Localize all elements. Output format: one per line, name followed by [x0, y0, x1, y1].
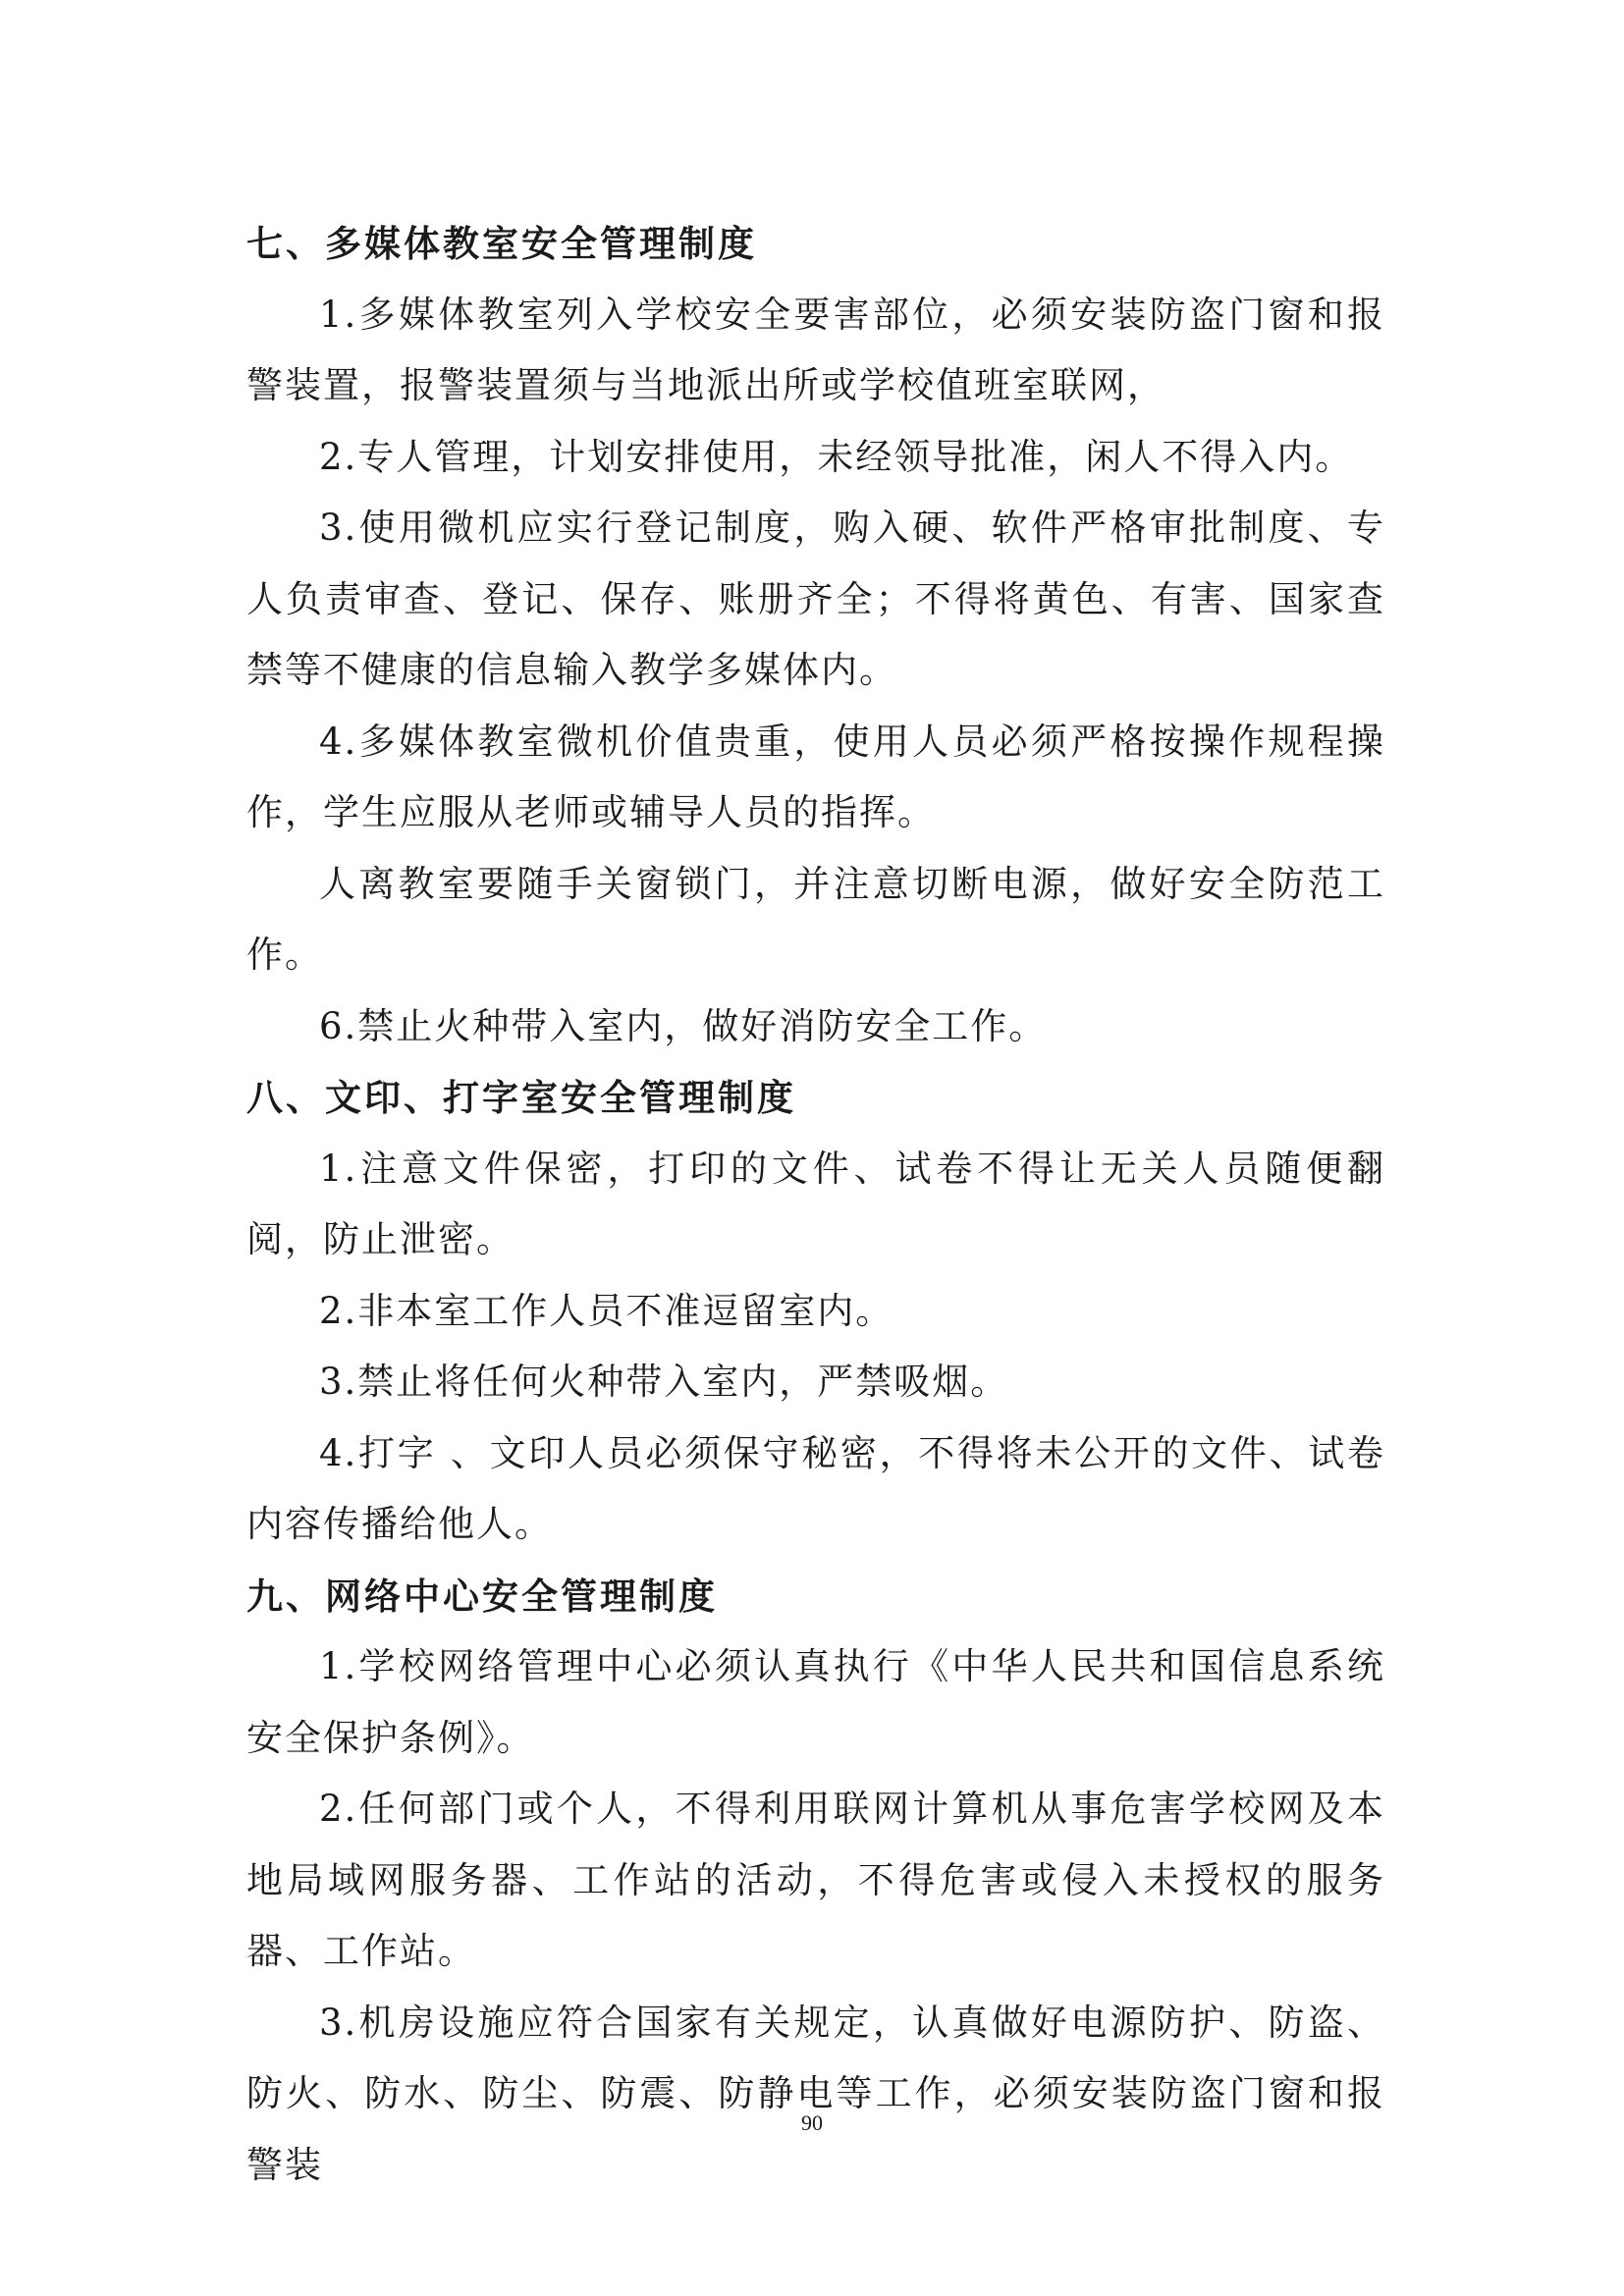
paragraph: 2.专人管理，计划安排使用，未经领导批准，闲人不得入内。 [319, 435, 1354, 478]
paragraph: 4.多媒体教室微机价值贵重，使用人员必须严格按操作规程操作，学生应服从老师或辅导人员的指挥。 [246, 720, 1385, 833]
paragraph: 1.多媒体教室列入学校安全要害部位，必须安装防盗门窗和报警装置，报警装置须与当地派出所或学校值班室联网， [246, 293, 1385, 406]
paragraph: 2.非本室工作人员不准逗留室内。 [319, 1289, 894, 1332]
section-heading: 八、文印、打字室安全管理制度 [246, 1076, 796, 1119]
paragraph: 3.机房设施应符合国家有关规定，认真做好电源防护、防盗、防火、防水、防尘、防震、防静电等工作，必须安装防盗门窗和报警装 [246, 2001, 1385, 2186]
section-heading: 九、网络中心安全管理制度 [246, 1574, 718, 1618]
paragraph: 4.打字 、文印人员必须保守秘密，不得将未公开的文件、试卷内容传播给他人。 [246, 1431, 1385, 1545]
paragraph: 1.学校网络管理中心必须认真执行《中华人民共和国信息系统安全保护条例》。 [246, 1645, 1385, 1759]
paragraph: 人离教室要随手关窗锁门，并注意切断电源，做好安全防范工作。 [246, 862, 1385, 976]
paragraph: 3.使用微机应实行登记制度，购入硬、软件严格审批制度、专人负责审查、登记、保存、账册齐全；不得将黄色、有害、国家查禁等不健康的信息输入教学多媒体内。 [246, 507, 1385, 691]
document-body [246, 208, 1385, 2201]
paragraph: 2.任何部门或个人，不得利用联网计算机从事危害学校网及本地局域网服务器、工作站的活动，不得危害或侵入未授权的服务器、工作站。 [246, 1788, 1385, 1972]
section-8 [246, 1062, 1385, 1561]
page-number: 90 [801, 2110, 823, 2135]
paragraph: 6.禁止火种带入室内，做好消防安全工作。 [319, 1004, 1048, 1047]
section-9 [246, 1561, 1385, 2202]
paragraph: 1.注意文件保密，打印的文件、试卷不得让无关人员随便翻阅，防止泄密。 [246, 1147, 1385, 1260]
paragraph: 3.禁止将任何火种带入室内，严禁吸烟。 [319, 1361, 1009, 1403]
section-heading: 七、多媒体教室安全管理制度 [246, 222, 757, 265]
section-7 [246, 208, 1385, 1062]
